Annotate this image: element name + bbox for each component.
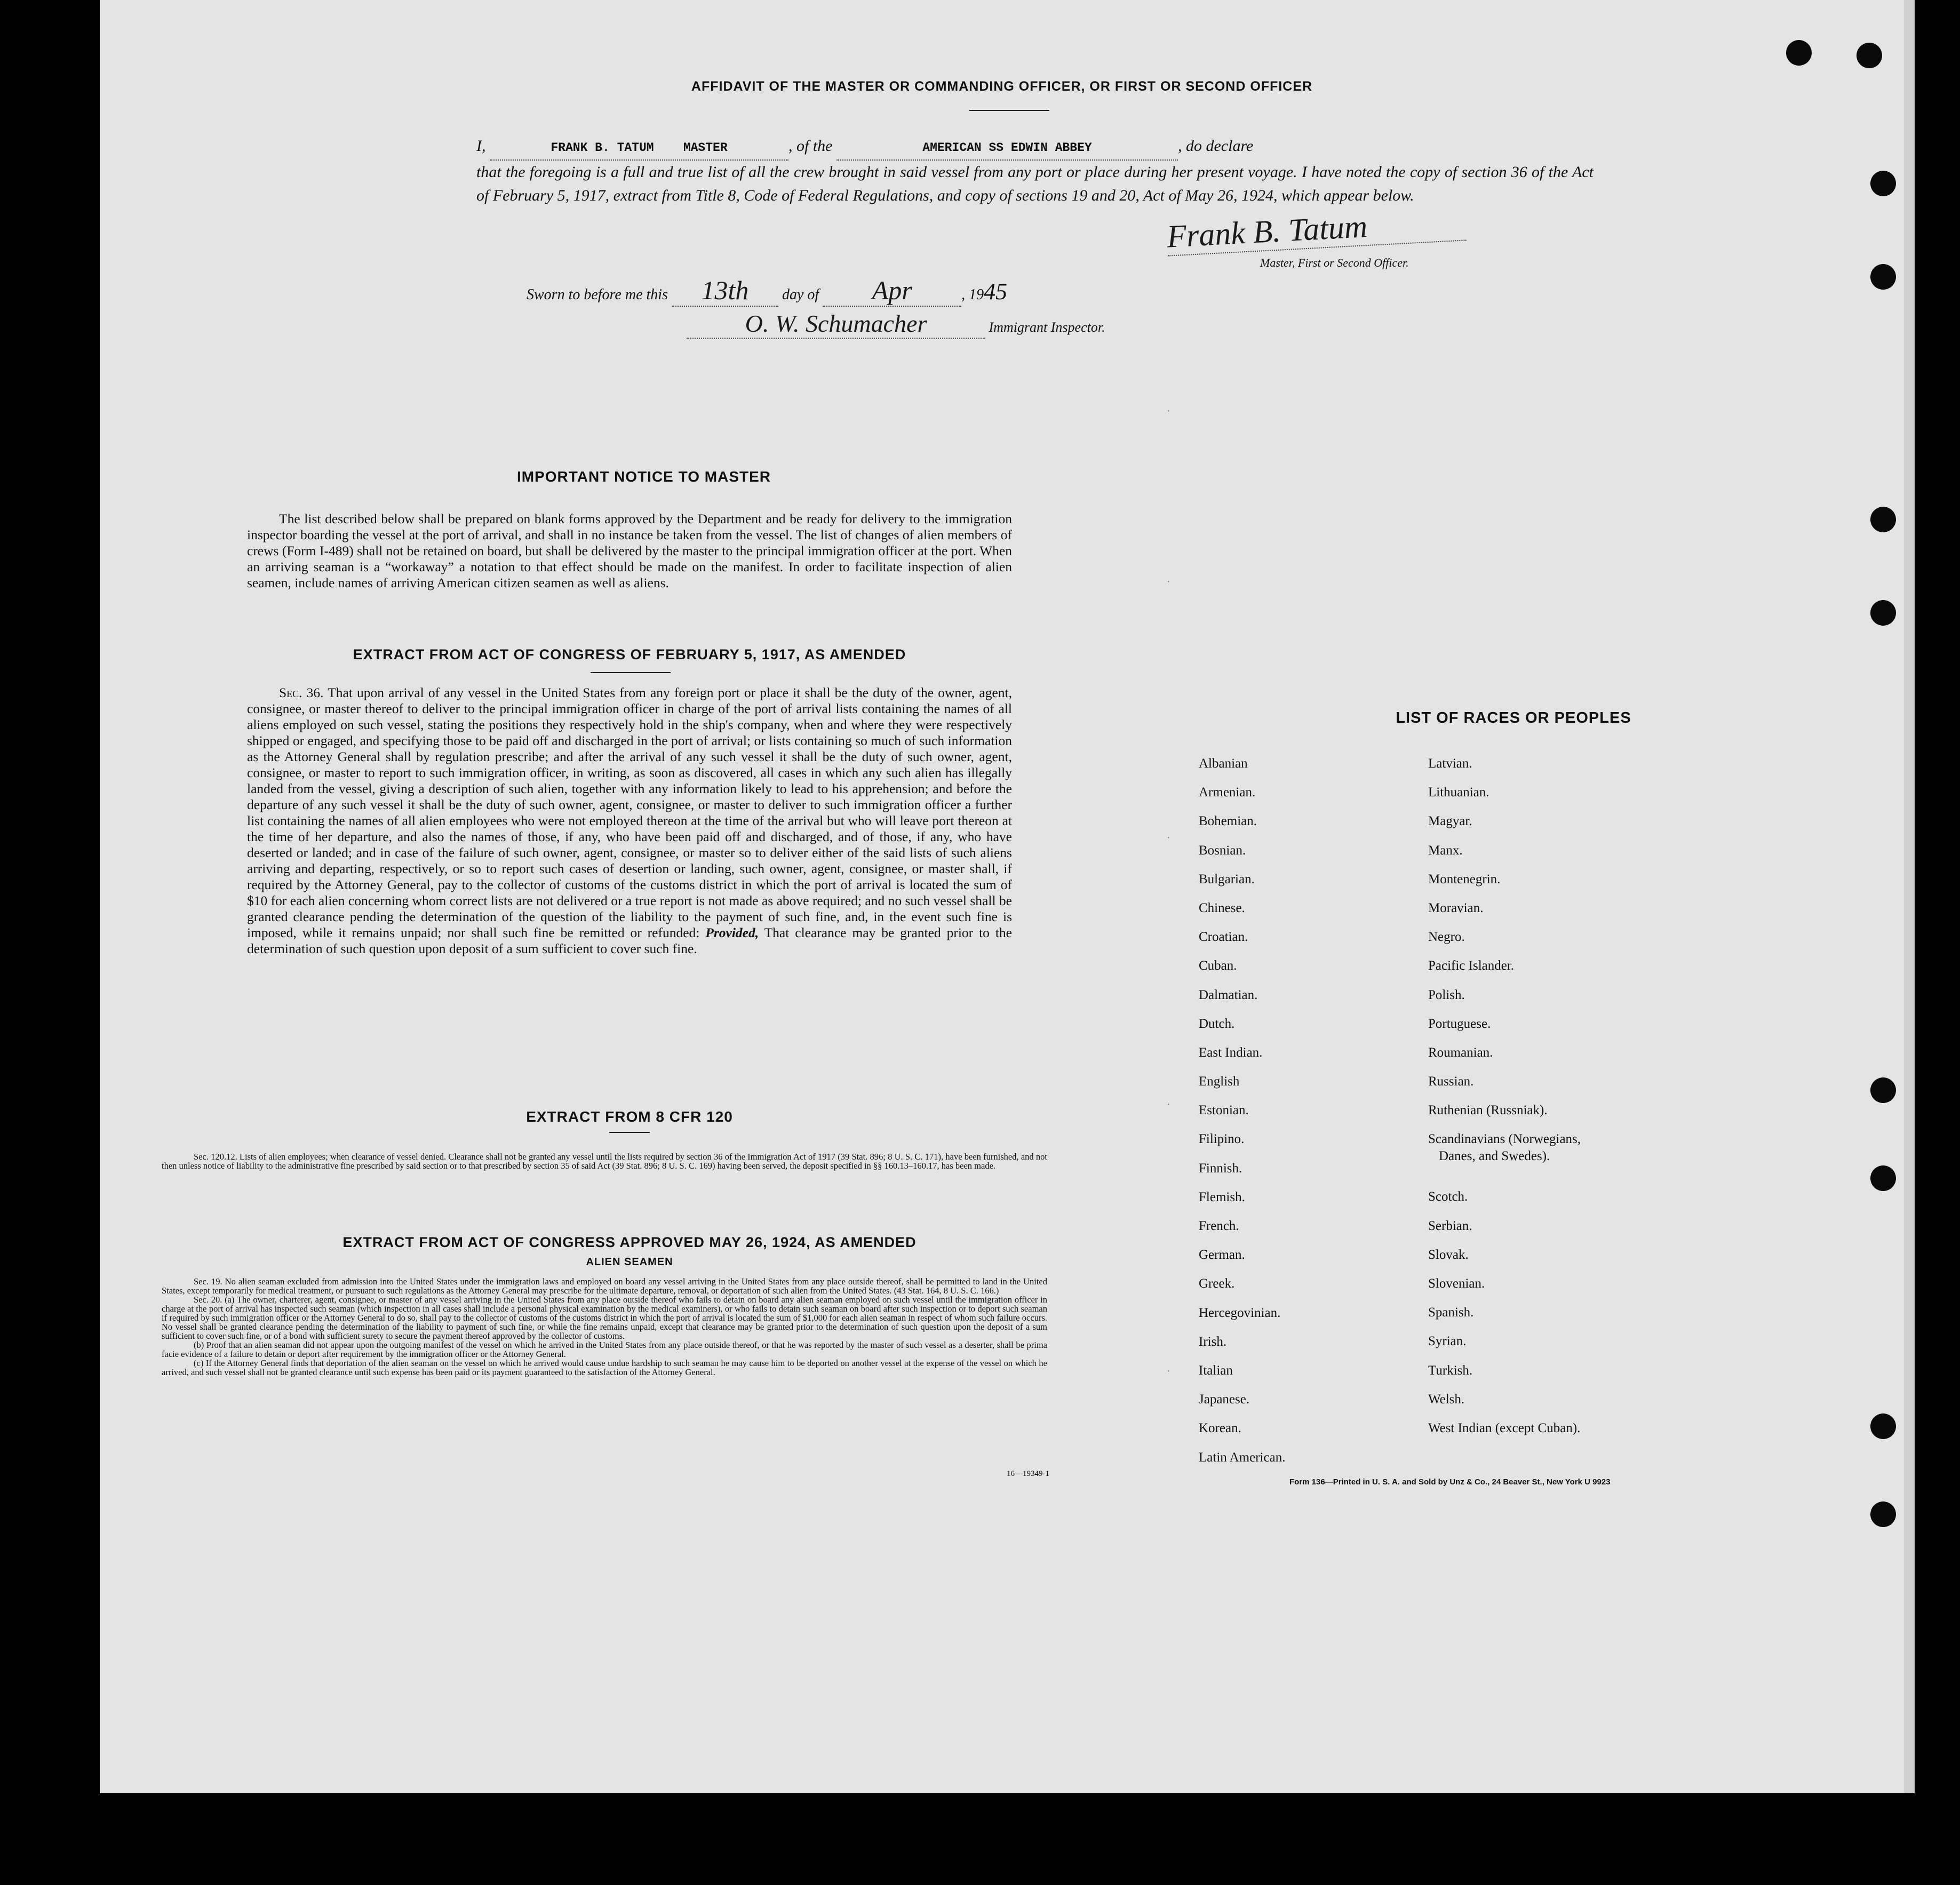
sworn-day: 13th bbox=[672, 275, 778, 307]
race-item: Japanese. bbox=[1199, 1392, 1250, 1407]
sworn-year-prefix: , 19 bbox=[961, 286, 984, 303]
notice-body: The list described below shall be prepared on blank forms approved by the Department and be ready for delivery to the immigration inspector boarding the vessel at the port of arrival, and shall in no instance be taken from the vessel. The list of changes of alien members of crews (Form I-489) shall not be retained on board, but shall be delivered by the master to the principal immigration officer at the port. When an arriving seaman is a “workaway” a notation to that effect should be made on the manifest. In order to facilitate inspection of alien seamen, include names of arriving American citizen seamen as well as aliens. bbox=[247, 511, 1012, 590]
race-item: Slovenian. bbox=[1428, 1276, 1485, 1291]
race-item: French. bbox=[1199, 1219, 1239, 1233]
race-item: Moravian. bbox=[1428, 900, 1484, 915]
race-item: Portuguese. bbox=[1428, 1016, 1491, 1031]
races-title: LIST OF RACES OR PEOPLES bbox=[1396, 709, 1631, 726]
inspector-line bbox=[687, 309, 1105, 339]
race-item: Montenegrin. bbox=[1428, 872, 1501, 886]
race-item: German. bbox=[1199, 1248, 1245, 1263]
vessel-name: AMERICAN SS EDWIN ABBEY bbox=[836, 136, 1178, 161]
scan-mark: · bbox=[1167, 576, 1170, 588]
races-left-column bbox=[1199, 756, 1285, 1479]
race-item: Italian bbox=[1199, 1363, 1233, 1378]
race-item: Dutch. bbox=[1199, 1016, 1235, 1031]
binder-hole bbox=[1870, 1501, 1896, 1527]
master-name-field bbox=[490, 136, 788, 161]
document-page bbox=[100, 0, 1904, 1793]
binder-hole bbox=[1870, 171, 1896, 196]
binder-hole bbox=[1870, 1165, 1896, 1191]
extract-1917-title: EXTRACT FROM ACT OF CONGRESS OF FEBRUARY 5, 1917, AS AMENDED bbox=[353, 646, 906, 662]
race-item: Filipino. bbox=[1199, 1132, 1245, 1147]
binder-hole bbox=[1870, 1413, 1896, 1439]
race-item: Spanish. bbox=[1428, 1305, 1474, 1320]
race-item: Welsh. bbox=[1428, 1392, 1465, 1407]
sec36-label: Sec. 36. bbox=[279, 685, 324, 700]
race-item: Danes, and Swedes). bbox=[1439, 1149, 1550, 1164]
sworn-line bbox=[527, 275, 1007, 307]
affidavit-title: AFFIDAVIT OF THE MASTER OR COMMANDING OFFICER, OR FIRST OR SECOND OFFICER bbox=[691, 79, 1313, 94]
extract-1917-body bbox=[247, 685, 1012, 957]
race-item: East Indian. bbox=[1199, 1045, 1263, 1060]
inspector-signature: O. W. Schumacher bbox=[687, 309, 985, 339]
race-item: Polish. bbox=[1428, 987, 1465, 1002]
race-item: Estonian. bbox=[1199, 1103, 1249, 1118]
sec20c-text: (c) If the Attorney General finds that deportation of the alien seaman on the vessel on which he arrived would cause undue hardship to such seaman he may cause him to be deported on another vessel at the expense of the vessel on which he arrived, and such vessel shall not be granted clearance until such expense has been paid or its payment guaranteed to the satisfaction of the Attorney General. bbox=[162, 1358, 1047, 1377]
form-footer: Form 136—Printed in U. S. A. and Sold by Unz & Co., 24 Beaver St., New York U 9923 bbox=[1289, 1477, 1611, 1487]
race-item: Serbian. bbox=[1428, 1218, 1472, 1233]
race-item: Irish. bbox=[1199, 1334, 1227, 1349]
race-item: Finnish. bbox=[1199, 1161, 1242, 1176]
race-item: Slovak. bbox=[1428, 1247, 1469, 1262]
race-item: Flemish. bbox=[1199, 1189, 1245, 1204]
inspector-caption: Immigrant Inspector. bbox=[989, 320, 1105, 335]
scan-mark: · bbox=[1167, 1099, 1170, 1111]
binder-hole bbox=[1857, 43, 1882, 68]
race-item: Ruthenian (Russniak). bbox=[1428, 1103, 1548, 1118]
race-item: Syrian. bbox=[1428, 1334, 1467, 1349]
race-item: Bosnian. bbox=[1199, 843, 1246, 858]
scan-mark: · bbox=[1167, 405, 1170, 417]
race-item: Negro. bbox=[1428, 930, 1465, 945]
race-item: Russian. bbox=[1428, 1074, 1474, 1089]
declaration-block bbox=[476, 134, 1594, 207]
extract-cfr-title: EXTRACT FROM 8 CFR 120 bbox=[526, 1108, 733, 1125]
proviso-label: Provided, bbox=[705, 925, 759, 940]
race-item: Greek. bbox=[1199, 1276, 1235, 1291]
scan-mark: · bbox=[1167, 1365, 1170, 1377]
race-item: Scotch. bbox=[1428, 1189, 1468, 1204]
page-edge bbox=[1904, 0, 1915, 1793]
extract-cfr-rule bbox=[609, 1132, 650, 1133]
master-name: FRANK B. TATUM bbox=[551, 141, 654, 155]
race-item: West Indian (except Cuban). bbox=[1428, 1420, 1581, 1435]
race-item: Lithuanian. bbox=[1428, 785, 1489, 800]
races-right-column bbox=[1428, 756, 1581, 1450]
master-rank: MASTER bbox=[683, 141, 728, 155]
sec19-text: Sec. 19. No alien seaman excluded from admission into the United States under the immigration laws and employed on board any vessel arriving in the United States from any place outside thereof, shall be permitted to land in the United States, except temporarily for medical treatment, or pursuant to such regulations as the Attorney General may prescribe for the ultimate departure, removal, or deportation of such alien from the United States. (43 Stat. 164, 8 U. S. C. 166.) bbox=[162, 1276, 1047, 1296]
extract-1924-title: EXTRACT FROM ACT OF CONGRESS APPROVED MAY 26, 1924, AS AMENDED bbox=[342, 1234, 917, 1250]
binder-hole bbox=[1870, 264, 1896, 290]
race-item: Croatian. bbox=[1199, 930, 1248, 945]
binder-hole bbox=[1870, 1077, 1896, 1103]
declaration-body: that the foregoing is a full and true list of all the crew brought in said vessel from any port or place during her present voyage. I have noted the copy of section 36 of the Act of February 5, 1917, extract from Title 8, Code of Federal Regulations, and copy of sections 19 and 20, Act of May 26, 1924, which appear below. bbox=[476, 163, 1594, 204]
master-signature: Frank B. Tatum bbox=[1166, 203, 1467, 256]
extract-1917-rule bbox=[591, 672, 671, 673]
notice-title: IMPORTANT NOTICE TO MASTER bbox=[516, 468, 771, 485]
sworn-month: Apr bbox=[823, 275, 961, 307]
extract-1924-code: 16—19349-1 bbox=[1007, 1469, 1049, 1478]
race-item: Dalmatian. bbox=[1199, 987, 1258, 1002]
alien-seamen-subtitle: ALIEN SEAMEN bbox=[586, 1256, 673, 1268]
title-rule bbox=[969, 110, 1049, 111]
extract-cfr-body: Sec. 120.12. Lists of alien employees; when clearance of vessel denied. Clearance shall not be granted any vessel until the lists required by section 36 of the Immigration Act of 1917 (39 Stat. 896; 8 U. S. C. 171), have been furnished, and not then unless notice of liability to the administrative fine prescribed by said section or to that prescribed by section 35 of said Act (39 Stat. 896; 8 U. S. C. 169) having been served, the deposit specified in §§ 160.13–160.17, has been made. bbox=[162, 1152, 1047, 1171]
extract-1924-body bbox=[162, 1277, 1047, 1377]
binder-hole bbox=[1870, 600, 1896, 626]
sworn-day-of: day of bbox=[782, 286, 819, 303]
race-item: Latvian. bbox=[1428, 756, 1472, 771]
do-declare-label: , do declare bbox=[1178, 137, 1254, 155]
race-item: Albanian bbox=[1199, 756, 1248, 771]
decl-pre: I, bbox=[476, 137, 486, 155]
sec36-text: That upon arrival of any vessel in the United States from any foreign port or place it shall be the duty of the owner, agent, consignee, or master thereof to deliver to the principal immigration officer in charge of the port of arrival lists containing the names of all aliens employed on such vessel, stating the positions they respectively hold in the ship's company, when and where they were respectively shipped or engaged, and specifying those to be paid off and discharged in the port of arrival; or lists containing so much of such information as the Attorney General shall by regulation prescribe; and after the arrival of any such vessel it shall be the duty of such owner, agent, consignee, or master to report to such immigration officer, in writing, as soon as discovered, all cases in which any such alien has illegally landed from the vessel, giving a description of such alien, together with any information likely to lead to his apprehension; and before the departure of any such vessel it shall be the duty of such owner, agent, consignee, or master to deliver to such immigration officer a further list containing the names of all alien employees who were not employed thereon at the time of the arrival but who will leave port thereon at the time of her departure, and also the names of those, if any, who have been paid off and discharged, and of those, if any, who have deserted or landed; and in case of the failure of such owner, agent, consignee, or master so to deliver either of the said lists of such aliens arriving and departing, respectively, or so to report such cases of desertion or landing, such owner, agent, consignee, or master shall, if required by the Attorney General, pay to the collector of customs of the customs district in which the port of arrival is located the sum of $10 for each alien concerning whom correct lists are not delivered or a true report is not made as above required; and no such vessel shall be granted clearance pending the determination of the question of the liability to the payment of such fine, and, in the event such fine is imposed, while it remains unpaid; nor shall such fine be remitted or refunded: bbox=[247, 685, 1012, 940]
race-item: Roumanian. bbox=[1428, 1045, 1493, 1060]
race-item: Scandinavians (Norwegians, bbox=[1428, 1132, 1581, 1147]
race-item: Bohemian. bbox=[1199, 814, 1257, 829]
race-item: Chinese. bbox=[1199, 900, 1245, 915]
race-item: Manx. bbox=[1428, 843, 1463, 858]
sworn-year: 45 bbox=[984, 278, 1008, 305]
scan-mark: · bbox=[1167, 832, 1170, 844]
race-item: Latin American. bbox=[1199, 1450, 1286, 1465]
master-signature-caption: Master, First or Second Officer. bbox=[1260, 256, 1409, 269]
race-item: English bbox=[1199, 1074, 1240, 1089]
race-item: Magyar. bbox=[1428, 814, 1472, 829]
race-item: Hercegovinian. bbox=[1199, 1305, 1281, 1320]
binder-hole bbox=[1786, 40, 1812, 66]
race-item: Bulgarian. bbox=[1199, 872, 1255, 886]
sec20a-text: Sec. 20. (a) The owner, charterer, agent, consignee, or master of any vessel arriving in the United States from any place outside thereof who fails to detain on board any alien seaman employed on such vessel until the immigration officer in charge at the port of arrival has inspected such seaman (which inspection in all cases shall include a personal physical examination by the medical examiners), or who fails to detain such seaman on board after such inspection or to deport such seaman if required by such immigration officer or the Attorney General to do so, shall pay to the collector of customs of the customs district in which the port of arrival is located the sum of $1,000 for each alien seaman in respect of whom such failure occurs. No vessel shall be granted clearance pending the determination of the liability to payment of such fine, or while the fine remains unpaid, except that clearance may be granted prior to the determination of such question upon the deposit of a sum sufficient to cover such fine, or of a bond with sufficient surety to secure the payment thereof approved by the collector of customs. bbox=[162, 1295, 1047, 1341]
race-item: Armenian. bbox=[1199, 785, 1256, 800]
race-item: Cuban. bbox=[1199, 959, 1237, 973]
sworn-pre: Sworn to before me this bbox=[527, 286, 668, 303]
race-item: Turkish. bbox=[1428, 1363, 1473, 1378]
sec20b-text: (b) Proof that an alien seaman did not appear upon the outgoing manifest of the vessel on which he arrived in the United States from any place outside thereof, or that he was reported by the master of such vessel as a deserter, shall be prima facie evidence of a failure to detain or deport after requirement by the immigration officer or the Attorney General. bbox=[162, 1340, 1047, 1359]
race-item: Pacific Islander. bbox=[1428, 959, 1515, 973]
binder-hole bbox=[1870, 507, 1896, 532]
of-the-label: , of the bbox=[788, 137, 833, 155]
race-item: Korean. bbox=[1199, 1421, 1241, 1436]
proviso-text: That clearance may be granted prior to the determination of such question upon deposit of a sum sufficient to cover such fine. bbox=[247, 925, 1012, 956]
